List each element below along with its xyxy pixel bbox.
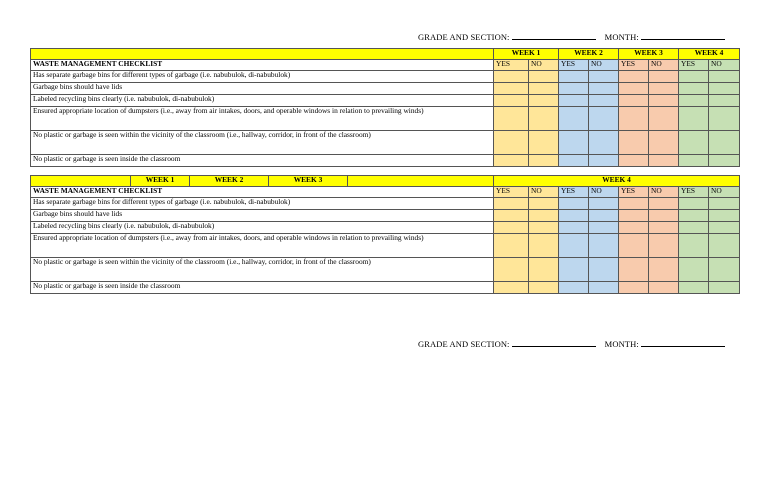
table-row: [31, 131, 740, 155]
check-cell[interactable]: [559, 198, 589, 210]
check-cell[interactable]: [589, 258, 619, 282]
table-row: [31, 107, 740, 131]
checklist-title: WASTE MANAGEMENT CHECKLIST: [31, 187, 494, 198]
check-cell[interactable]: [529, 222, 559, 234]
check-cell[interactable]: [679, 83, 709, 95]
check-cell[interactable]: [559, 95, 589, 107]
week2-no-header: NO: [589, 187, 619, 198]
check-cell[interactable]: [494, 210, 529, 222]
check-cell[interactable]: [529, 234, 559, 258]
checklist-item: Garbage bins should have lids: [31, 210, 494, 222]
check-cell[interactable]: [589, 198, 619, 210]
check-cell[interactable]: [619, 71, 649, 83]
checklist-item: Labeled recycling bins clearly (i.e. nabubulok, di-nabubulok): [31, 222, 494, 234]
grade-section-label: GRADE AND SECTION:: [418, 32, 510, 42]
week2-header: WEEK 2: [190, 176, 269, 186]
check-cell[interactable]: [649, 198, 679, 210]
checklist-item: No plastic or garbage is seen inside the classroom: [31, 155, 494, 167]
check-cell[interactable]: [679, 71, 709, 83]
check-cell[interactable]: [619, 210, 649, 222]
week3-no-header: NO: [649, 60, 679, 71]
check-cell[interactable]: [709, 107, 740, 131]
check-cell[interactable]: [679, 95, 709, 107]
check-cell[interactable]: [649, 83, 679, 95]
check-cell[interactable]: [709, 131, 740, 155]
month-blank[interactable]: [641, 31, 725, 40]
checklist-item: Ensured appropriate location of dumpsters (i.e., away from air intakes, doors, and operable windows in relation to prevailing winds): [31, 107, 494, 131]
check-cell[interactable]: [649, 155, 679, 167]
week1-no-header: NO: [529, 60, 559, 71]
check-cell[interactable]: [649, 107, 679, 131]
week3-no-header: NO: [649, 187, 679, 198]
check-cell[interactable]: [494, 198, 529, 210]
week1-yes-header: YES: [494, 187, 529, 198]
check-cell[interactable]: [649, 234, 679, 258]
week1-header: WEEK 1: [131, 176, 190, 186]
check-cell[interactable]: [559, 282, 589, 294]
check-cell[interactable]: [589, 210, 619, 222]
check-cell[interactable]: [649, 282, 679, 294]
check-cell[interactable]: [494, 222, 529, 234]
checklist-item: Has separate garbage bins for different types of garbage (i.e. nabubulok, di-nabubulok): [31, 198, 494, 210]
check-cell[interactable]: [649, 95, 679, 107]
week-header-spacer: [31, 49, 494, 60]
check-cell[interactable]: [529, 282, 559, 294]
week3-yes-header: YES: [619, 187, 649, 198]
check-cell[interactable]: [494, 83, 529, 95]
check-cell[interactable]: [589, 71, 619, 83]
checklist-title: WASTE MANAGEMENT CHECKLIST: [31, 60, 494, 71]
grade-section-blank[interactable]: [512, 338, 596, 347]
check-cell[interactable]: [529, 71, 559, 83]
week4-no-header: NO: [709, 60, 740, 71]
table-row: [31, 210, 740, 222]
checklist-item: Has separate garbage bins for different types of garbage (i.e. nabubulok, di-nabubulok): [31, 71, 494, 83]
check-cell[interactable]: [559, 107, 589, 131]
table-row: [31, 282, 740, 294]
check-cell[interactable]: [619, 155, 649, 167]
check-cell[interactable]: [529, 155, 559, 167]
grade-month-header-bottom: [418, 338, 725, 349]
check-cell[interactable]: [559, 210, 589, 222]
check-cell[interactable]: [619, 131, 649, 155]
check-cell[interactable]: [529, 198, 559, 210]
check-cell[interactable]: [649, 258, 679, 282]
check-cell[interactable]: [559, 83, 589, 95]
table-row: [31, 222, 740, 234]
check-cell[interactable]: [619, 258, 649, 282]
check-cell[interactable]: [649, 222, 679, 234]
check-cell[interactable]: [494, 258, 529, 282]
week-header-strip: [31, 176, 494, 187]
grade-section-blank[interactable]: [512, 31, 596, 40]
check-cell[interactable]: [679, 155, 709, 167]
check-cell[interactable]: [679, 282, 709, 294]
table-row: [31, 95, 740, 107]
check-cell[interactable]: [559, 222, 589, 234]
check-cell[interactable]: [709, 83, 740, 95]
check-cell[interactable]: [589, 222, 619, 234]
check-cell[interactable]: [709, 95, 740, 107]
check-cell[interactable]: [619, 222, 649, 234]
check-cell[interactable]: [529, 107, 559, 131]
month-label: MONTH:: [604, 339, 639, 349]
week1-no-header: NO: [529, 187, 559, 198]
checklist-table-2: [30, 175, 740, 294]
week2-header: WEEK 2: [559, 49, 619, 60]
week1-header: WEEK 1: [494, 49, 559, 60]
check-cell[interactable]: [619, 83, 649, 95]
week4-header: WEEK 4: [494, 176, 740, 187]
table-row: [31, 258, 740, 282]
grade-section-label: GRADE AND SECTION:: [418, 339, 510, 349]
check-cell[interactable]: [619, 234, 649, 258]
check-cell[interactable]: [529, 95, 559, 107]
check-cell[interactable]: [709, 234, 740, 258]
check-cell[interactable]: [589, 131, 619, 155]
check-cell[interactable]: [529, 83, 559, 95]
check-cell[interactable]: [679, 210, 709, 222]
checklist-item: Garbage bins should have lids: [31, 83, 494, 95]
checklist-item: Labeled recycling bins clearly (i.e. nabubulok, di-nabubulok): [31, 95, 494, 107]
check-cell[interactable]: [529, 258, 559, 282]
check-cell[interactable]: [559, 131, 589, 155]
table-row: [31, 234, 740, 258]
check-cell[interactable]: [709, 71, 740, 83]
check-cell[interactable]: [679, 222, 709, 234]
checklist-item: No plastic or garbage is seen inside the classroom: [31, 282, 494, 294]
check-cell[interactable]: [649, 131, 679, 155]
check-cell[interactable]: [494, 71, 529, 83]
grade-month-header-top: [418, 31, 725, 42]
week2-no-header: NO: [589, 60, 619, 71]
check-cell[interactable]: [649, 210, 679, 222]
check-cell[interactable]: [679, 234, 709, 258]
week4-no-header: NO: [709, 187, 740, 198]
check-cell[interactable]: [559, 155, 589, 167]
table-row: [31, 83, 740, 95]
table-row: [31, 155, 740, 167]
week3-yes-header: YES: [619, 60, 649, 71]
check-cell[interactable]: [619, 198, 649, 210]
check-cell[interactable]: [589, 95, 619, 107]
check-cell[interactable]: [494, 95, 529, 107]
week3-header: WEEK 3: [269, 176, 348, 186]
check-cell[interactable]: [709, 210, 740, 222]
week4-yes-header: YES: [679, 60, 709, 71]
month-blank[interactable]: [641, 338, 725, 347]
table-row: [31, 198, 740, 210]
check-cell[interactable]: [709, 222, 740, 234]
check-cell[interactable]: [494, 234, 529, 258]
check-cell[interactable]: [494, 107, 529, 131]
check-cell[interactable]: [494, 131, 529, 155]
week4-header: WEEK 4: [679, 49, 740, 60]
week2-yes-header: YES: [559, 60, 589, 71]
checklist-item: Ensured appropriate location of dumpsters (i.e., away from air intakes, doors, and operable windows in relation to prevailing winds): [31, 234, 494, 258]
check-cell[interactable]: [709, 198, 740, 210]
table-row: [31, 71, 740, 83]
check-cell[interactable]: [559, 234, 589, 258]
check-cell[interactable]: [589, 234, 619, 258]
check-cell[interactable]: [619, 107, 649, 131]
check-cell[interactable]: [619, 282, 649, 294]
check-cell[interactable]: [589, 155, 619, 167]
week2-yes-header: YES: [559, 187, 589, 198]
check-cell[interactable]: [529, 210, 559, 222]
checklist-table-1: [30, 48, 740, 167]
check-cell[interactable]: [529, 131, 559, 155]
check-cell[interactable]: [679, 258, 709, 282]
week3-header: WEEK 3: [619, 49, 679, 60]
check-cell[interactable]: [589, 282, 619, 294]
checklist-item: No plastic or garbage is seen within the vicinity of the classroom (i.e., hallway, corridor, in front of the classroom): [31, 131, 494, 155]
checklist-item: No plastic or garbage is seen within the vicinity of the classroom (i.e., hallway, corridor, in front of the classroom): [31, 258, 494, 282]
check-cell[interactable]: [679, 131, 709, 155]
month-label: MONTH:: [604, 32, 639, 42]
check-cell[interactable]: [679, 107, 709, 131]
check-cell[interactable]: [709, 282, 740, 294]
check-cell[interactable]: [649, 71, 679, 83]
check-cell[interactable]: [494, 282, 529, 294]
check-cell[interactable]: [589, 83, 619, 95]
check-cell[interactable]: [559, 71, 589, 83]
check-cell[interactable]: [709, 155, 740, 167]
check-cell[interactable]: [589, 107, 619, 131]
check-cell[interactable]: [494, 155, 529, 167]
week1-yes-header: YES: [494, 60, 529, 71]
week4-yes-header: YES: [679, 187, 709, 198]
check-cell[interactable]: [679, 198, 709, 210]
check-cell[interactable]: [619, 95, 649, 107]
check-cell[interactable]: [709, 258, 740, 282]
check-cell[interactable]: [559, 258, 589, 282]
